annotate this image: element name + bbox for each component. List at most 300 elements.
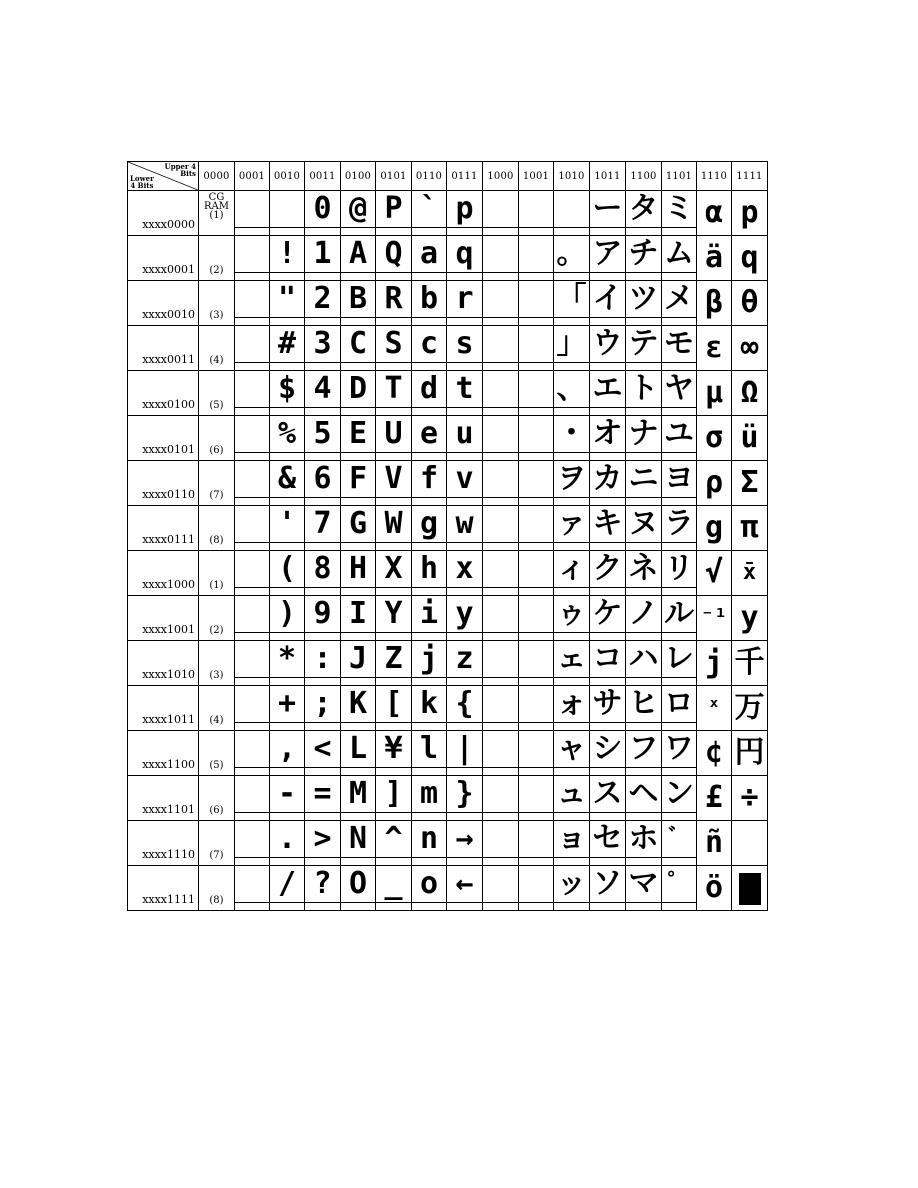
char-cell <box>305 866 341 911</box>
char-glyph <box>519 506 553 543</box>
char-cell <box>376 731 412 776</box>
char-cell <box>305 821 341 866</box>
char-cell <box>235 731 270 776</box>
char-cell <box>412 326 447 371</box>
char-cell <box>662 236 697 281</box>
char-cell <box>519 191 554 236</box>
column-header: 0101 <box>376 162 412 191</box>
char-cell <box>697 641 732 686</box>
lower-bits-cell <box>128 686 199 731</box>
column-header: 0111 <box>447 162 483 191</box>
lower-bits-cell <box>128 776 199 821</box>
char-cell <box>376 821 412 866</box>
char-glyph: R <box>376 281 411 318</box>
cgram-label: (6) <box>209 445 224 456</box>
solid-block <box>739 873 761 905</box>
cgram-cell <box>199 641 235 686</box>
table-row <box>128 776 768 821</box>
char-glyph: 、 <box>554 371 589 408</box>
char-glyph: # <box>270 326 304 363</box>
char-cell <box>447 191 483 236</box>
char-cell <box>732 326 768 371</box>
char-cell <box>235 326 270 371</box>
char-glyph: [ <box>376 686 411 723</box>
char-glyph: } <box>447 776 482 813</box>
char-glyph: ゥ <box>554 596 589 633</box>
char-cell <box>519 596 554 641</box>
char-cell <box>590 776 626 821</box>
char-glyph: 」 <box>554 326 589 363</box>
char-cell <box>305 686 341 731</box>
char-glyph: ゜ <box>662 866 696 903</box>
char-glyph: J <box>341 641 375 678</box>
char-glyph: z <box>447 641 482 678</box>
lower-bits-code: xxxx0010 <box>142 308 195 321</box>
table-row <box>128 371 768 416</box>
char-cell <box>270 416 305 461</box>
char-cell <box>519 371 554 416</box>
char-glyph: c <box>412 326 446 363</box>
char-cell <box>341 461 376 506</box>
char-cell <box>554 686 590 731</box>
char-glyph: @ <box>341 191 375 228</box>
char-cell <box>697 236 732 281</box>
char-glyph: → <box>447 821 482 858</box>
char-glyph: ( <box>270 551 304 588</box>
char-cell <box>412 686 447 731</box>
char-cell <box>305 281 341 326</box>
char-glyph <box>235 506 269 543</box>
char-cell <box>341 416 376 461</box>
char-glyph: ノ <box>626 596 661 633</box>
char-glyph: A <box>341 236 375 273</box>
char-glyph <box>270 191 304 228</box>
char-cell <box>270 686 305 731</box>
cgram-label: (7) <box>209 850 224 861</box>
char-glyph <box>235 641 269 678</box>
char-glyph: K <box>341 686 375 723</box>
char-glyph: メ <box>664 281 694 316</box>
char-cell <box>376 776 412 821</box>
char-glyph: x <box>447 551 482 588</box>
char-glyph: q <box>447 236 482 273</box>
char-glyph: タ <box>626 191 661 228</box>
char-glyph: ρ <box>704 465 724 500</box>
char-cell <box>235 551 270 596</box>
char-cell <box>519 416 554 461</box>
char-glyph: ? <box>305 866 340 903</box>
char-glyph: 2 <box>305 281 340 318</box>
char-glyph <box>519 776 553 813</box>
char-cell <box>235 596 270 641</box>
char-cell <box>519 281 554 326</box>
char-glyph: W <box>376 506 411 543</box>
char-cell <box>270 461 305 506</box>
char-glyph: < <box>305 731 340 768</box>
lower-bits-cell <box>128 506 199 551</box>
char-glyph <box>519 686 553 723</box>
char-cell <box>341 776 376 821</box>
char-cell <box>732 551 768 596</box>
lower-bits-code: xxxx1111 <box>142 893 195 906</box>
table-row <box>128 731 768 776</box>
char-glyph: . <box>270 821 304 858</box>
char-cell <box>235 866 270 911</box>
char-cell <box>697 821 732 866</box>
char-glyph <box>235 326 269 363</box>
char-cell <box>341 596 376 641</box>
char-cell <box>626 281 662 326</box>
upper-bits-line2: Bits <box>180 169 196 178</box>
char-glyph: ニ <box>626 461 661 498</box>
char-cell <box>697 506 732 551</box>
char-cell <box>447 821 483 866</box>
char-glyph: ゛ <box>662 821 696 858</box>
char-glyph <box>483 731 518 768</box>
char-cell <box>662 371 697 416</box>
char-glyph: 3 <box>305 326 340 363</box>
char-glyph: ム <box>664 236 694 271</box>
table-row <box>128 551 768 596</box>
char-glyph <box>519 236 553 273</box>
cgram-label-line: RAM <box>204 201 229 212</box>
char-cell <box>376 326 412 371</box>
char-cell <box>554 326 590 371</box>
cgram-cell <box>199 281 235 326</box>
char-glyph: ォ <box>554 686 589 723</box>
char-cell <box>697 191 732 236</box>
char-glyph <box>235 596 269 633</box>
char-glyph <box>235 371 269 408</box>
char-cell <box>554 596 590 641</box>
char-cell <box>447 506 483 551</box>
char-cell <box>341 821 376 866</box>
table-row <box>128 821 768 866</box>
char-cell <box>376 686 412 731</box>
char-glyph: ィ <box>554 551 589 588</box>
char-glyph <box>235 551 269 588</box>
cgram-label: (5) <box>209 760 224 771</box>
char-cell <box>447 596 483 641</box>
char-glyph: + <box>270 686 304 723</box>
char-glyph: ソ <box>590 866 625 903</box>
char-cell <box>483 641 519 686</box>
char-glyph: / <box>270 866 304 903</box>
char-cell <box>305 641 341 686</box>
char-glyph: リ <box>664 551 694 586</box>
char-glyph: ャ <box>554 731 589 768</box>
char-glyph: ナ <box>626 416 661 453</box>
char-glyph <box>235 821 269 858</box>
char-glyph: テ <box>626 326 661 363</box>
lower-bits-code: xxxx1011 <box>142 713 195 726</box>
char-cell <box>662 596 697 641</box>
char-cell <box>483 821 519 866</box>
char-glyph: y <box>740 600 759 635</box>
char-cell <box>305 731 341 776</box>
char-cell <box>554 236 590 281</box>
char-glyph: ヤ <box>664 371 694 406</box>
char-glyph: ネ <box>626 551 661 588</box>
char-glyph: ^ <box>376 821 411 858</box>
char-glyph <box>483 326 518 363</box>
char-cell <box>590 686 626 731</box>
table-row <box>128 506 768 551</box>
char-glyph <box>519 596 553 633</box>
char-glyph: ← <box>447 866 482 903</box>
char-cell <box>412 731 447 776</box>
cgram-label: (7) <box>209 490 224 501</box>
char-glyph: p <box>447 191 482 228</box>
char-glyph: k <box>412 686 446 723</box>
char-cell <box>483 551 519 596</box>
char-cell <box>270 776 305 821</box>
char-cell <box>305 326 341 371</box>
char-glyph <box>235 686 269 723</box>
char-cell <box>697 371 732 416</box>
char-glyph: セ <box>590 821 625 858</box>
char-cell <box>697 866 732 911</box>
column-header: 1000 <box>483 162 519 191</box>
char-glyph: * <box>270 641 304 678</box>
char-glyph: $ <box>270 371 304 408</box>
char-glyph: ) <box>270 596 304 633</box>
char-cell <box>270 371 305 416</box>
char-glyph: 7 <box>305 506 340 543</box>
lower-bits-line2: 4 Bits <box>130 181 154 190</box>
char-cell <box>412 866 447 911</box>
char-glyph: Ω <box>740 375 759 410</box>
char-cell <box>662 326 697 371</box>
char-cell <box>483 686 519 731</box>
cgram-cell <box>199 551 235 596</box>
char-glyph: ョ <box>554 821 589 858</box>
solid-block-glyph <box>732 866 767 910</box>
char-glyph: ァ <box>554 506 589 543</box>
char-glyph: X <box>376 551 411 588</box>
char-cell <box>483 731 519 776</box>
char-cell <box>662 281 697 326</box>
char-cell <box>235 641 270 686</box>
table-row <box>128 416 768 461</box>
char-cell <box>626 641 662 686</box>
char-cell <box>270 551 305 596</box>
lower-bits-code: xxxx1110 <box>142 848 195 861</box>
char-glyph: ホ <box>626 821 661 858</box>
char-glyph: = <box>305 776 340 813</box>
char-glyph: g <box>412 506 446 543</box>
char-cell <box>590 281 626 326</box>
char-glyph: ー <box>590 191 625 228</box>
char-glyph <box>235 461 269 498</box>
char-glyph: エ <box>590 371 625 408</box>
column-header: 1100 <box>626 162 662 191</box>
column-header: 0010 <box>270 162 305 191</box>
upper-bits-label <box>165 163 196 177</box>
char-cell <box>590 866 626 911</box>
table-row <box>128 326 768 371</box>
column-header: 1110 <box>697 162 732 191</box>
char-cell <box>235 236 270 281</box>
char-glyph: Σ <box>740 465 759 500</box>
char-cell <box>732 371 768 416</box>
lower-bits-cell <box>128 821 199 866</box>
char-glyph: S <box>376 326 411 363</box>
char-glyph <box>519 821 553 858</box>
char-cell <box>270 596 305 641</box>
lower-bits-code: xxxx1101 <box>142 803 195 816</box>
char-glyph: サ <box>590 686 625 723</box>
char-glyph: x̄ <box>742 560 757 585</box>
char-glyph <box>483 686 518 723</box>
char-cell <box>590 416 626 461</box>
char-cell <box>662 641 697 686</box>
char-glyph: a <box>412 236 446 273</box>
char-cell <box>341 236 376 281</box>
cgram-cell <box>199 236 235 281</box>
cgram-label-line: CG <box>208 192 225 203</box>
char-glyph: チ <box>626 236 661 273</box>
char-glyph: j <box>412 641 446 678</box>
char-cell <box>626 776 662 821</box>
char-cell <box>732 731 768 776</box>
char-cell <box>483 776 519 821</box>
char-cell <box>554 281 590 326</box>
table-row <box>128 191 768 236</box>
char-glyph: " <box>270 281 304 318</box>
char-glyph: 9 <box>305 596 340 633</box>
char-glyph <box>235 281 269 318</box>
char-glyph <box>483 506 518 543</box>
char-glyph <box>235 731 269 768</box>
char-cell <box>732 236 768 281</box>
char-glyph: C <box>341 326 375 363</box>
char-glyph: n <box>412 821 446 858</box>
char-glyph: 5 <box>305 416 340 453</box>
char-glyph: 1 <box>305 236 340 273</box>
char-cell <box>732 686 768 731</box>
char-cell <box>626 371 662 416</box>
char-cell <box>662 191 697 236</box>
char-glyph: Q <box>376 236 411 273</box>
char-glyph: r <box>447 281 482 318</box>
char-cell <box>483 281 519 326</box>
cgram-cell <box>199 506 235 551</box>
char-glyph <box>483 461 518 498</box>
char-cell <box>697 731 732 776</box>
char-glyph: p <box>740 195 759 230</box>
char-glyph: D <box>341 371 375 408</box>
char-cell <box>235 461 270 506</box>
char-cell <box>519 551 554 596</box>
char-cell <box>235 416 270 461</box>
char-glyph: Y <box>376 596 411 633</box>
char-cell <box>662 506 697 551</box>
char-glyph: t <box>447 371 482 408</box>
cgram-label: (1) <box>209 580 224 591</box>
char-cell <box>697 551 732 596</box>
lower-bits-code: xxxx1100 <box>142 758 195 771</box>
char-glyph: N <box>341 821 375 858</box>
char-cell <box>554 506 590 551</box>
char-cell <box>732 461 768 506</box>
char-cell <box>732 596 768 641</box>
char-glyph: ェ <box>554 641 589 678</box>
cgram-cell <box>199 416 235 461</box>
char-glyph: | <box>447 731 482 768</box>
char-cell <box>662 866 697 911</box>
table-row <box>128 281 768 326</box>
char-glyph <box>483 596 518 633</box>
column-header: 1101 <box>662 162 697 191</box>
char-cell <box>626 506 662 551</box>
char-cell <box>376 281 412 326</box>
cgram-cell <box>199 866 235 911</box>
lower-bits-cell <box>128 191 199 236</box>
lower-bits-cell <box>128 416 199 461</box>
char-cell <box>270 236 305 281</box>
cgram-cell <box>199 821 235 866</box>
lower-bits-code: xxxx1000 <box>142 578 195 591</box>
char-glyph: ウ <box>590 326 625 363</box>
char-glyph <box>519 371 553 408</box>
char-cell <box>590 506 626 551</box>
char-cell <box>483 506 519 551</box>
table-row <box>128 236 768 281</box>
char-glyph: G <box>341 506 375 543</box>
char-cell <box>235 506 270 551</box>
char-cell <box>697 281 732 326</box>
cgram-label: (8) <box>209 535 224 546</box>
char-cell <box>305 191 341 236</box>
char-glyph: σ <box>704 420 724 455</box>
char-glyph <box>732 821 767 865</box>
char-glyph: H <box>341 551 375 588</box>
lower-bits-cell <box>128 641 199 686</box>
char-cell <box>626 461 662 506</box>
char-cell <box>447 641 483 686</box>
char-glyph: マ <box>626 866 661 903</box>
char-cell <box>412 371 447 416</box>
char-glyph <box>519 551 553 588</box>
cgram-cell <box>199 326 235 371</box>
char-glyph: ¢ <box>704 735 724 770</box>
char-cell <box>590 191 626 236</box>
char-cell <box>519 686 554 731</box>
char-glyph <box>235 866 269 903</box>
char-cell <box>447 416 483 461</box>
char-cell <box>554 416 590 461</box>
char-glyph: ¥ <box>376 731 411 768</box>
char-glyph <box>519 326 553 363</box>
char-glyph: b <box>412 281 446 318</box>
lower-bits-cell <box>128 551 199 596</box>
char-cell <box>412 551 447 596</box>
char-glyph: l <box>412 731 446 768</box>
char-cell <box>270 641 305 686</box>
char-cell <box>305 461 341 506</box>
lower-bits-cell <box>128 326 199 371</box>
lower-bits-cell <box>128 731 199 776</box>
column-header: 0011 <box>305 162 341 191</box>
char-glyph: { <box>447 686 482 723</box>
char-glyph: ÷ <box>740 780 759 815</box>
char-glyph: > <box>305 821 340 858</box>
char-glyph <box>235 236 269 273</box>
char-cell <box>519 866 554 911</box>
lower-bits-line1: Lower <box>130 174 154 183</box>
char-cell <box>519 821 554 866</box>
